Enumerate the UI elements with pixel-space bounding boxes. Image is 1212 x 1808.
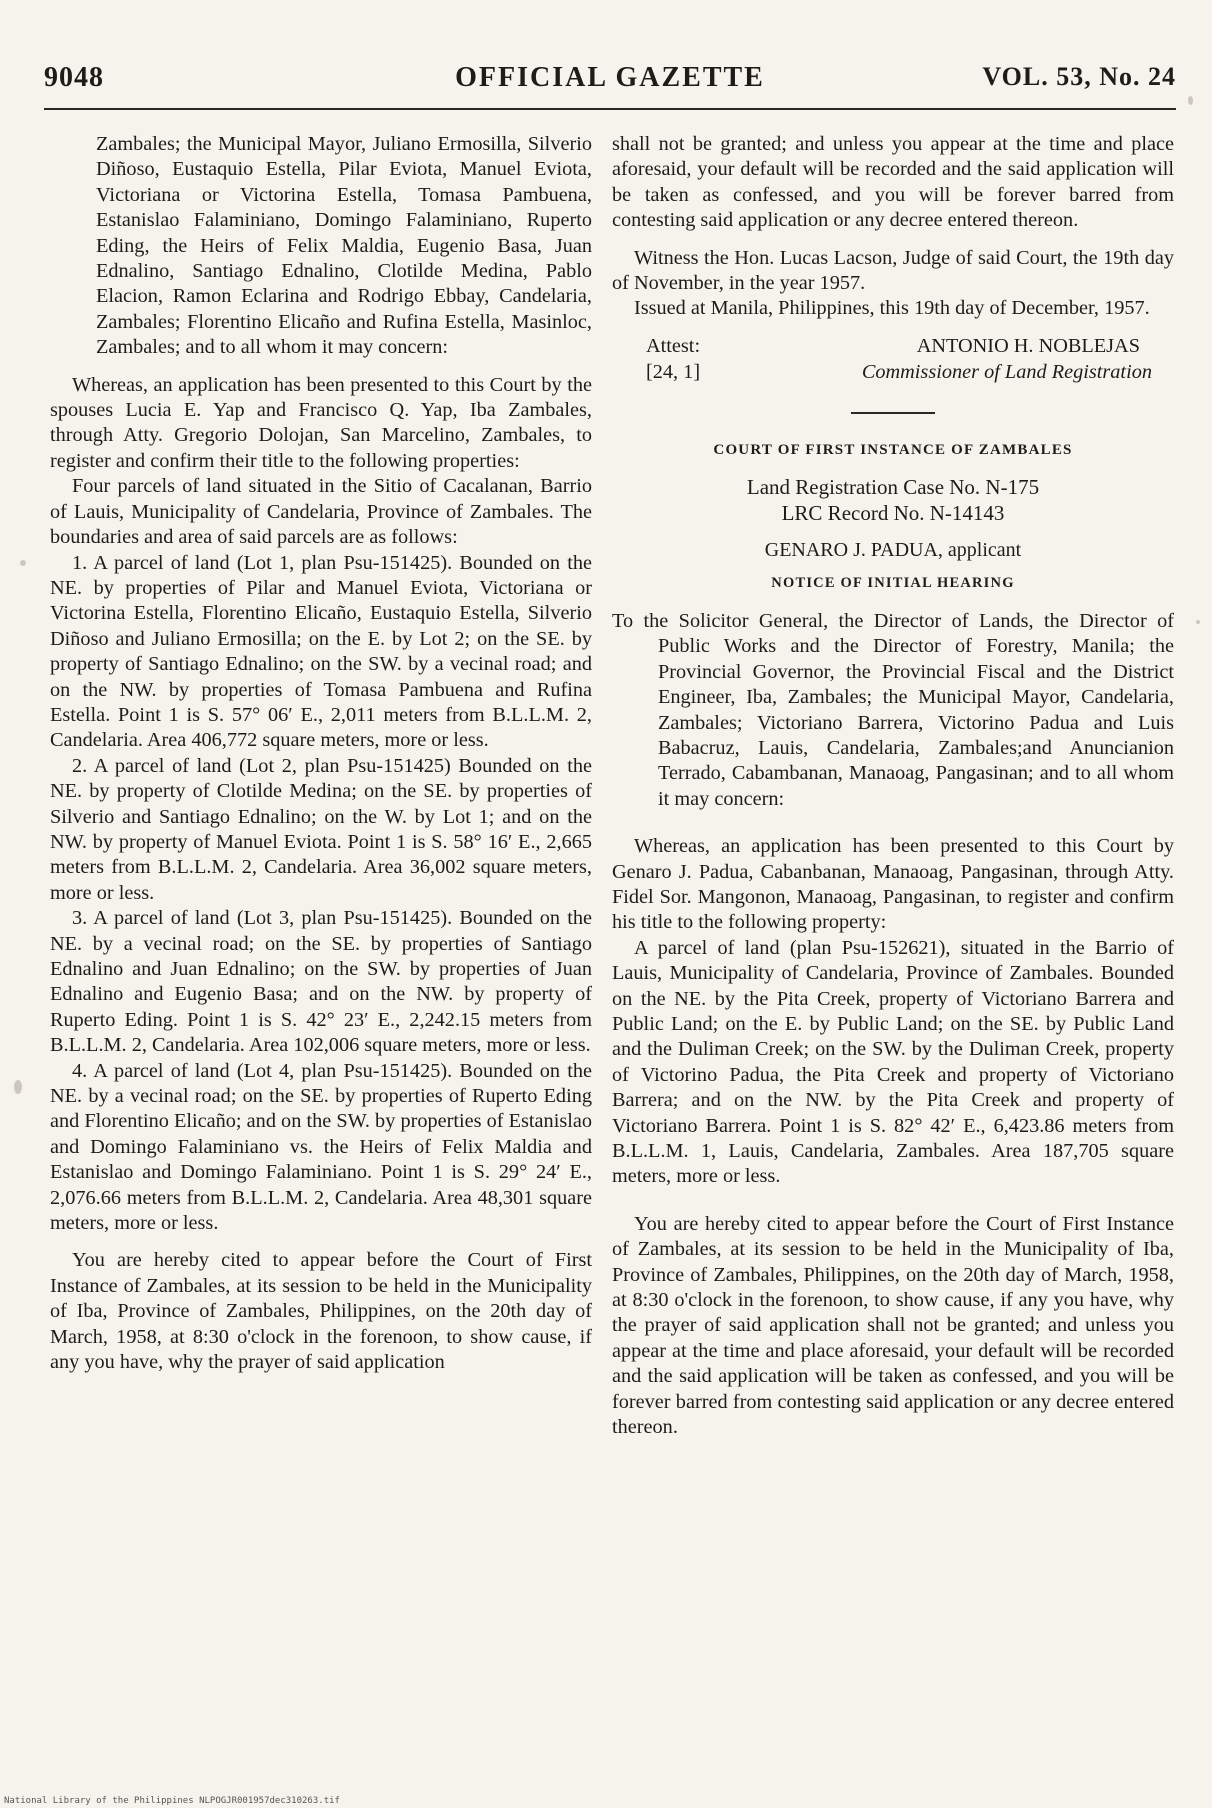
parcel-1-paragraph: 1. A parcel of land (Lot 1, plan Psu-151425). Bounded on the NE. by properties of Pilar and Manuel Eviota, Victoriana or Victorina Estella, Florentino Elicaño, Eustaquio Estella, Silverio Diñoso and Juliano Ermosilla; on the E. by Lot 2; on the SE. by property of Santiago Ednalino; on the SW. by a vecinal road; and on the NW. by properties of Tomasa Pambuena and Rufina Estella. Point 1 is S. 57° 06′ E., 2,011 meters from B.L.L.M. 2, Candelaria. Area 406,772 square meters, more or less.: [50, 551, 592, 752]
notice-heading: NOTICE OF INITIAL HEARING: [771, 575, 1015, 592]
case-number: Land Registration Case No. N-175: [746, 475, 1040, 500]
issued-paragraph: Issued at Manila, Philippines, this 19th day of December, 1957.: [634, 297, 1150, 320]
attest-name: ANTONIO H. NOBLEJAS: [916, 334, 1140, 357]
scan-speck: [20, 560, 26, 566]
to-addressees-paragraph: To the Solicitor General, the Director of Lands, the Director of Public Works and the Director of Forestry, Manila; the Provincial Governor, the Provincial Fiscal and the District Engineer, Iba, Zambales; the Municipal Mayor, Candelaria, Zambales; Victoriano Barrera, Victorino Padua and Luis Babacruz, Lauis, Candelaria, Zambales;and Anuncianion Terrado, Cabambanan, Manaoag, Pangasinan; and to all whom it may concern:: [612, 609, 1174, 810]
addressees-paragraph: Zambales; the Municipal Mayor, Juliano Ermosilla, Silverio Diñoso, Eustaquio Estella, Pilar Eviota, Manuel Eviota, Victoriana or Victorina Estella, Tomasa Pambuena, Estanislao Falaminiano, Domingo Falaminiano, Ruperto Eding, the Heirs of Felix Maldia, Eugenio Basa, Juan Ednalino, Santiago Ednalino, Clotilde Medina, Pablo Elacion, Ramon Eclarina and Rodrigo Ebbay, Candelaria, Zambales; Florentino Elicaño and Rufina Estella, Masinloc, Zambales; and to all whom it may concern:: [96, 133, 592, 359]
scan-speck: [1188, 96, 1193, 105]
header-rule: [44, 108, 1176, 110]
parcel-3-paragraph: 3. A parcel of land (Lot 3, plan Psu-151425). Bounded on the NE. by a vecinal road; on the SE. by properties of Santiago Ednalino and Juan Ednalino; on the SW. by properties of Juan Ednalino and Eugenio Basa; and on the NW. by property of Ruperto Eding. Point 1 is S. 42° 23′ E., 2,242.15 meters from B.L.L.M. 2, Candelaria. Area 102,006 square meters, more or less.: [50, 907, 592, 1057]
right-column: [612, 132, 1174, 1440]
left-column: [50, 132, 592, 1376]
attest-label: Attest:: [646, 334, 701, 357]
scan-speck: [14, 1080, 22, 1094]
attest-reference: [24, 1]: [646, 360, 701, 383]
witness-paragraph: Witness the Hon. Lucas Lacson, Judge of said Court, the 19th day of November, in the year 1957.: [612, 246, 1174, 295]
page-number: 9048: [44, 62, 104, 93]
right-parcel-paragraph: A parcel of land (plan Psu-152621), situated in the Barrio of Lauis, Municipality of Candelaria, Province of Zambales. Bounded on the NE. by the Pita Creek, property of Victoriano Barrera and Public Land; on the E. by Public Land; on the SE. by Public Land and the Duliman Creek; on the SW. by the Duliman Creek, property of Victorino Padua, the Pita Creek and property of Victoriano Barrera; and on the NW. by the Pita Creek and property of Victoriano Barrera. Point 1 is S. 82° 42′ E., 6,423.86 meters from B.L.L.M. 1, Lauis, Candelaria, Zambales. Area 187,705 square meters, more or less.: [612, 936, 1174, 1188]
scan-speck: [1196, 620, 1200, 624]
scan-footer: National Library of the Philippines NLPOGJR001957dec310263.tif: [4, 1796, 340, 1806]
parcel-4-paragraph: 4. A parcel of land (Lot 4, plan Psu-151425). Bounded on the NE. by a vecinal road; on the SE. by properties of Ruperto Eding and Florentino Elicaño; and on the SW. by properties of Estanislao and Domingo Falaminiano vs. the Heirs of Felix Maldia and Estanislao and Domingo Falaminiano. Point 1 is S. 29° 24′ E., 2,076.66 meters from B.L.L.M. 2, Candelaria. Area 48,301 square meters, more or less.: [50, 1059, 592, 1235]
court-heading: COURT OF FIRST INSTANCE OF ZAMBALES: [713, 441, 1073, 458]
attest-block: [612, 334, 1174, 386]
parcel-2-paragraph: 2. A parcel of land (Lot 2, plan Psu-151425) Bounded on the NE. by property of Clotilde Medina; on the SE. by properties of Silverio and Santiago Ednalino; on the W. by Lot 1; and on the NW. by property of Manuel Eviota. Point 1 is S. 58° 16′ E., 2,665 meters from B.L.L.M. 2, Candelaria. Area 36,002 square meters, more or less.: [50, 754, 592, 904]
page-header: [44, 62, 1176, 106]
whereas-paragraph: Whereas, an application has been presented to this Court by the spouses Lucia E. Yap and Francisco Q. Yap, Iba Zambales, through Atty. Gregorio Dolojan, San Marcelino, Zambales, to register and confirm their title to the following properties:: [50, 373, 592, 472]
cited-paragraph: You are hereby cited to appear before the Court of First Instance of Zambales, at its session to be held in the Municipality of Iba, Province of Zambales, Philippines, on the 20th day of March, 1958, at 8:30 o'clock in the forenoon, to show cause, if any you have, why the prayer of said application: [50, 1249, 592, 1374]
right-whereas-paragraph: Whereas, an application has been presented to this Court by Genaro J. Padua, Cabanbanan, Manaoag, Pangasinan, through Atty. Fidel Sor. Mangonon, Manaoag, Pangasinan, to register and confirm his title to the following property:: [612, 835, 1174, 934]
right-cited-paragraph: You are hereby cited to appear before the Court of First Instance of Zambales, at its session to be held in the Municipality of Iba, Province of Zambales, Philippines, on the 20th day of March, 1958, at 8:30 o'clock in the forenoon, to show cause, if any you have, why the prayer of said application shall not be granted; and unless you appear at the time and place aforesaid, your default will be recorded and the said application will be taken as confessed, and you will be forever barred from contesting said application or any decree entered thereon.: [612, 1212, 1174, 1439]
parcels-intro-paragraph: Four parcels of land situated in the Sitio of Cacalanan, Barrio of Lauis, Municipality of Candelaria, Province of Zambales. The boundaries and area of said parcels are as follows:: [50, 475, 592, 549]
volume-number: VOL. 53, No. 24: [982, 62, 1176, 91]
continuation-paragraph: shall not be granted; and unless you appear at the time and place aforesaid, your default will be recorded and the said application will be taken as confessed, and you will be forever barred from contesting said application or any decree entered thereon.: [612, 133, 1174, 232]
gazette-title: OFFICIAL GAZETTE: [455, 62, 765, 93]
section-divider: [851, 412, 935, 414]
applicant-line: GENARO J. PADUA, applicant: [764, 539, 1022, 562]
lrc-record-number: LRC Record No. N-14143: [781, 500, 1005, 525]
attest-title: Commissioner of Land Registration: [861, 360, 1152, 383]
